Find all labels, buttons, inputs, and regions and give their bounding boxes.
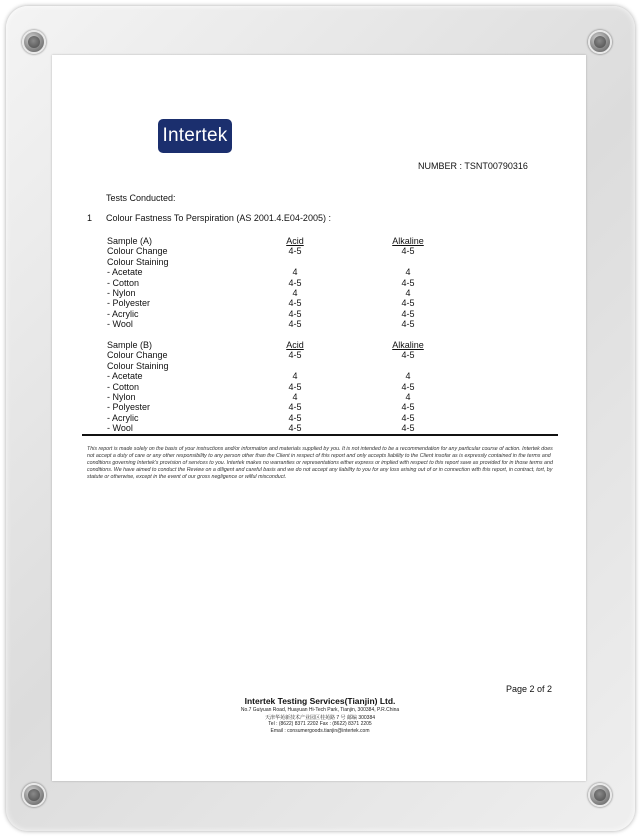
alkaline-value: 4-5 [401, 402, 415, 413]
alkaline-value: 4-5 [401, 381, 415, 392]
acid-value: 4 [292, 267, 298, 278]
divider-rule [82, 434, 558, 436]
report-number: NUMBER : TSNT00790316 [418, 161, 528, 171]
test-label: - Nylon [107, 288, 136, 298]
test-label: - Acetate [107, 267, 143, 278]
table-row [0, 423, 641, 433]
table-row [0, 392, 641, 402]
test-label: - Wool [107, 319, 133, 330]
rivet-top-left-icon [22, 30, 46, 54]
table-row [0, 288, 641, 298]
table-row [0, 278, 641, 288]
acid-value: 4-5 [288, 308, 302, 319]
test-label: Colour Change [107, 350, 168, 361]
alkaline-value: 4 [405, 371, 411, 382]
table-row [0, 350, 641, 360]
footer-phone: Tel : (8622) 8371 2202 Fax : (8622) 8371 2205 [268, 721, 372, 727]
table-row [0, 319, 641, 329]
alkaline-value: 4 [405, 392, 411, 402]
acid-column-header: Acid [286, 340, 304, 350]
acid-value: 4-5 [288, 298, 302, 309]
acid-value: 4-5 [288, 423, 302, 434]
acid-value: 4-5 [288, 412, 302, 423]
test-label: - Wool [107, 423, 133, 434]
footer-address-cn: 天津华苑新技术产业园区桂苑路 7 号 邮编 300384 [264, 715, 376, 721]
table-row [0, 309, 641, 319]
section-title: Colour Fastness To Perspiration (AS 2001.4.E04-2005) : [106, 213, 331, 223]
alkaline-value: 4-5 [401, 246, 415, 257]
test-label: - Acrylic [107, 308, 139, 319]
table-row [0, 402, 641, 412]
page-number: Page 2 of 2 [506, 684, 553, 694]
alkaline-value: 4-5 [401, 308, 415, 319]
alkaline-column-header: Alkaline [392, 340, 424, 350]
table-row [0, 413, 641, 423]
table-row [0, 298, 641, 308]
table-row [0, 267, 641, 277]
alkaline-column-header: Alkaline [392, 236, 424, 246]
tests-conducted-heading: Tests Conducted: [106, 193, 176, 203]
alkaline-value: 4-5 [401, 423, 415, 434]
table-row [0, 246, 641, 256]
sample-label: Sample (B) [107, 340, 153, 350]
acid-value: 4-5 [288, 350, 302, 361]
acid-value: 4 [292, 392, 298, 402]
alkaline-value: 4 [405, 288, 411, 298]
footer-email: Email : consumergoods.tianjin@intertek.com [270, 728, 370, 734]
test-label: - Acrylic [107, 412, 139, 423]
sample-header-row [0, 236, 641, 246]
test-label: Colour Staining [107, 256, 169, 267]
alkaline-value: 4-5 [401, 319, 415, 330]
acid-value: 4-5 [288, 381, 302, 392]
table-row [0, 361, 641, 371]
test-label: - Cotton [107, 381, 140, 392]
table-row [0, 371, 641, 381]
acid-column-header: Acid [286, 236, 304, 246]
alkaline-value: 4 [405, 267, 411, 278]
acid-value: 4 [292, 288, 298, 298]
rivet-bottom-right-icon [588, 783, 612, 807]
alkaline-value: 4-5 [401, 350, 415, 361]
rivet-top-right-icon [588, 30, 612, 54]
table-row [0, 257, 641, 267]
acid-value: 4-5 [288, 402, 302, 413]
test-label: Colour Change [107, 246, 168, 257]
acid-value: 4-5 [288, 319, 302, 330]
table-row [0, 382, 641, 392]
rivet-bottom-left-icon [22, 783, 46, 807]
acid-value: 4-5 [288, 246, 302, 257]
alkaline-value: 4-5 [401, 277, 415, 288]
footer-address-en: No.7 Guiyuan Road, Huayuan Hi-Tech Park, Tianjin, 300384, P.R.China [240, 707, 400, 713]
section-number: 1 [87, 213, 93, 223]
footer-company-name: Intertek Testing Services(Tianjin) Ltd. [244, 696, 396, 706]
alkaline-value: 4-5 [401, 298, 415, 309]
alkaline-value: 4-5 [401, 412, 415, 423]
acid-value: 4 [292, 371, 298, 382]
test-label: - Cotton [107, 277, 140, 288]
intertek-logo: Intertek [158, 119, 232, 153]
test-label: - Acetate [107, 371, 143, 382]
test-label: - Polyester [107, 402, 151, 413]
sample-label: Sample (A) [107, 236, 153, 246]
test-label: - Nylon [107, 392, 136, 402]
acid-value: 4-5 [288, 277, 302, 288]
sample-header-row [0, 340, 641, 350]
disclaimer-text: This report is made solely on the basis of your instructions and/or information and materials supplied by you. It is not intended to be a recommendation for any particular course of action. Intertek does not accept a duty of care or any other responsibility to any person other than the Client in respect of this report and only accepts liability to the Client insofar as is expressly contained in the terms and conditions governing Intertek's provision of services to you. Intertek makes no warranties or representations either express or implied with respect to this report save as provided for in those terms and conditions. We have aimed to conduct the Review on a diligent and careful basis and we do not accept any liability to you for any loss arising out of or in connection with this report, in contract, tort, by statute or otherwise, except in the event of our gross negligence or wilful misconduct. [87, 446, 553, 480]
test-label: - Polyester [107, 298, 151, 309]
test-label: Colour Staining [107, 360, 169, 371]
